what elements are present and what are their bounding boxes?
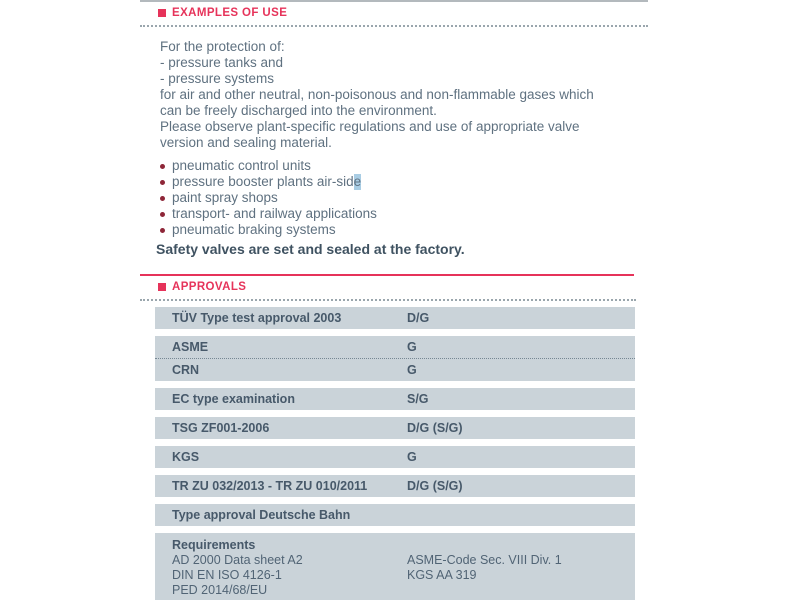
- approval-row: [155, 388, 635, 410]
- requirements-right-column: [407, 553, 635, 598]
- approval-value: D/G (S/G): [407, 479, 463, 493]
- approvals-section-title: APPROVALS: [172, 281, 247, 293]
- bullet-item: [160, 158, 648, 174]
- bullet-icon: [160, 180, 165, 185]
- intro-line: - pressure systems: [160, 71, 275, 86]
- requirements-title: Requirements: [172, 538, 256, 552]
- bullet-text: transport- and railway applications: [172, 206, 377, 221]
- approval-label: ASME: [172, 340, 209, 354]
- bullet-item: [160, 206, 648, 222]
- bullet-icon: [160, 228, 165, 233]
- approval-label: CRN: [172, 363, 200, 377]
- approvals-section-header: [158, 281, 648, 293]
- approval-label: KGS: [172, 450, 200, 464]
- intro-line: version and sealing material.: [160, 135, 332, 150]
- bullet-text: paint spray shops: [172, 190, 278, 205]
- approval-label: TÜV Type test approval 2003: [172, 311, 342, 325]
- approval-row: [155, 307, 635, 329]
- approval-value: G: [407, 340, 417, 354]
- approval-row: [155, 358, 635, 381]
- approval-row-group: [155, 475, 635, 497]
- bullet-icon: [160, 212, 165, 217]
- approval-row: [155, 446, 635, 468]
- top-divider: [140, 0, 648, 2]
- approval-row: [155, 417, 635, 439]
- approval-row: [155, 475, 635, 497]
- approval-row-group: [155, 504, 635, 526]
- approval-value: G: [407, 450, 417, 464]
- approval-row-group: [155, 446, 635, 468]
- approval-value: S/G: [407, 392, 429, 406]
- requirement-item: AD 2000 Data sheet A2: [172, 553, 303, 567]
- highlighted-char: e: [353, 174, 362, 189]
- approval-label: TR ZU 032/2013 - TR ZU 010/2011: [172, 479, 368, 493]
- requirements-left-column: [172, 553, 407, 598]
- approval-row-group: [155, 388, 635, 410]
- approval-label: TSG ZF001-2006: [172, 421, 270, 435]
- intro-line: for air and other neutral, non-poisonous and non-flammable gases which: [160, 87, 594, 102]
- intro-line: can be freely discharged into the environment.: [160, 103, 437, 118]
- requirement-item: DIN EN ISO 4126-1: [172, 568, 282, 582]
- factory-seal-note: Safety valves are set and sealed at the factory.: [156, 241, 465, 257]
- bullet-text: pressure booster plants air-sid: [172, 174, 354, 189]
- bullet-text: pneumatic control units: [172, 158, 311, 173]
- section-marker-icon: [158, 283, 166, 291]
- examples-dotted-divider: [140, 25, 648, 27]
- examples-intro: [160, 39, 648, 151]
- approval-row: [155, 504, 635, 526]
- approvals-top-divider: [140, 274, 634, 276]
- requirement-item: PED 2014/68/EU: [172, 583, 268, 597]
- approvals-table: [155, 307, 635, 526]
- bullet-text: pneumatic braking systems: [172, 222, 336, 237]
- content-column: [140, 0, 648, 600]
- approval-label: Type approval Deutsche Bahn: [172, 508, 351, 522]
- approval-label: EC type examination: [172, 392, 295, 406]
- approval-row-group: [155, 307, 635, 329]
- bullet-icon: [160, 164, 165, 169]
- bullet-item: [160, 190, 648, 206]
- bullet-item: [160, 174, 648, 190]
- examples-section-header: [158, 7, 648, 19]
- requirement-item: KGS AA 319: [407, 568, 477, 582]
- requirements-block: [155, 533, 635, 600]
- approval-value: D/G (S/G): [407, 421, 463, 435]
- approval-row: [155, 336, 635, 358]
- approval-row-group: [155, 336, 635, 381]
- section-marker-icon: [158, 9, 166, 17]
- approvals-dotted-divider: [140, 299, 636, 301]
- approval-row-group: [155, 417, 635, 439]
- bullet-item: [160, 222, 648, 238]
- approval-value: G: [407, 363, 417, 377]
- intro-line: For the protection of:: [160, 39, 285, 54]
- intro-line: - pressure tanks and: [160, 55, 284, 70]
- intro-line: Please observe plant-specific regulations and use of appropriate valve: [160, 119, 580, 134]
- bullet-icon: [160, 196, 165, 201]
- requirement-item: ASME-Code Sec. VIII Div. 1: [407, 553, 562, 567]
- requirements-columns: [172, 553, 635, 598]
- examples-bullet-list: [160, 158, 648, 238]
- approval-value: D/G: [407, 311, 430, 325]
- examples-section-title: EXAMPLES OF USE: [172, 7, 288, 19]
